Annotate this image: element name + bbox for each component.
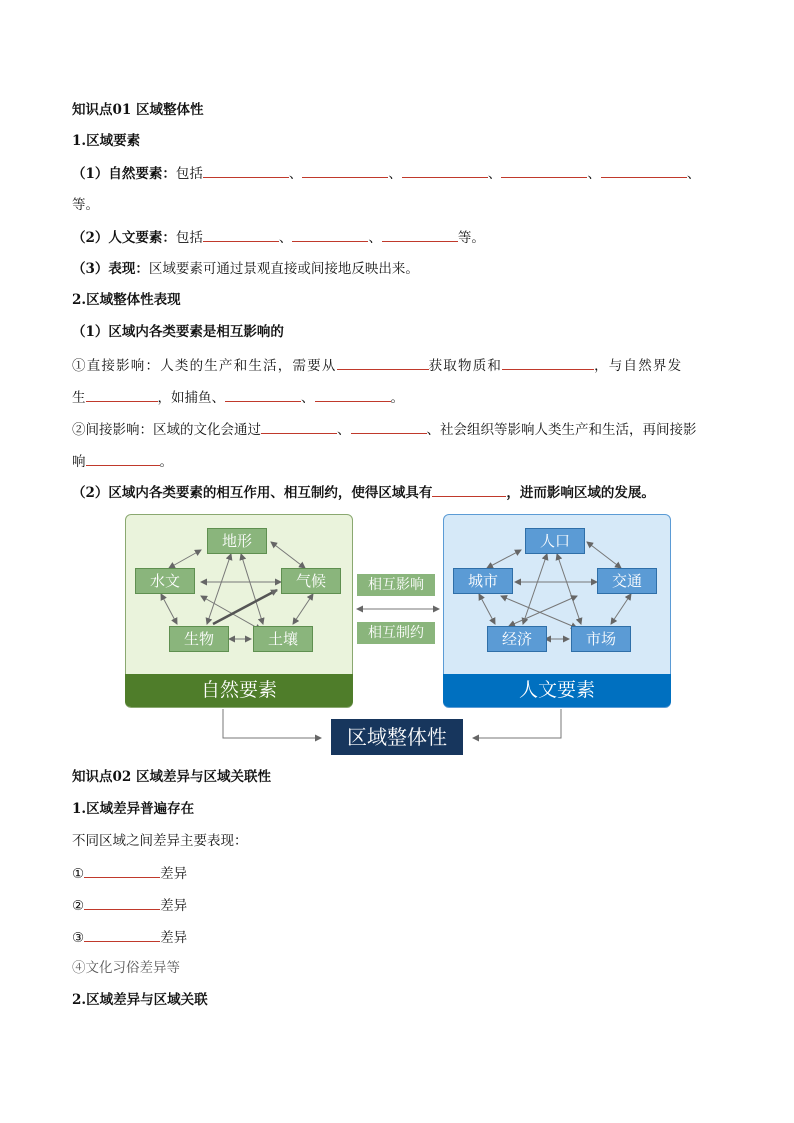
human-elements-end: 等。 xyxy=(457,230,485,246)
integrity-sub1: （1）区域内各类要素是相互影响的 xyxy=(72,324,284,340)
node-soil: 土壤 xyxy=(253,626,313,652)
difference-word: 差异 xyxy=(160,898,188,914)
answer-blank[interactable] xyxy=(502,355,594,370)
node-hydrology: 水文 xyxy=(135,568,195,594)
answer-blank[interactable] xyxy=(84,863,160,878)
human-elements-title: 人文要素 xyxy=(443,674,671,707)
indirect-influence-line xyxy=(72,419,697,440)
difference-item-1 xyxy=(72,863,187,884)
direct-influence-line-2 xyxy=(72,387,404,408)
answer-blank[interactable] xyxy=(203,227,279,242)
integrity-sub2-text-a: （2）区域内各类要素的相互作用、相互制约，使得区域具有 xyxy=(72,485,433,501)
answer-blank[interactable] xyxy=(292,227,368,242)
answer-blank[interactable] xyxy=(315,387,391,402)
node-city: 城市 xyxy=(453,568,513,594)
answer-blank[interactable] xyxy=(351,419,427,434)
natural-elements-etc: 等。 xyxy=(72,197,99,213)
node-economy: 经济 xyxy=(487,626,547,652)
direct-text-a: ①直接影响：人类的生产和生活，需要从 xyxy=(72,358,337,374)
indirect-influence-line-2 xyxy=(72,451,173,472)
node-transport: 交通 xyxy=(597,568,657,594)
separator: 、 xyxy=(388,166,402,182)
direct-text-c: ，与自然界发 xyxy=(594,358,683,374)
answer-blank[interactable] xyxy=(86,451,160,466)
human-elements-label: （2）人文要素： xyxy=(72,230,176,246)
answer-blank[interactable] xyxy=(84,927,160,942)
mutual-influence-label: 相互影响 xyxy=(357,574,435,596)
node-population: 人口 xyxy=(525,528,585,554)
separator: 、 xyxy=(301,390,315,406)
answer-blank[interactable] xyxy=(84,895,160,910)
integrity-sub2 xyxy=(72,482,655,503)
answer-blank[interactable] xyxy=(601,163,687,178)
separator: 、 xyxy=(487,166,502,182)
regional-integrity-box: 区域整体性 xyxy=(331,719,463,755)
indirect-text-c: 、社会组织等影响人类生产和生活，再间接影 xyxy=(426,422,697,438)
subsection-title-linkage: 2.区域差异与区域关联 xyxy=(72,992,208,1008)
indirect-text-e: 。 xyxy=(159,454,173,470)
regional-integrity-diagram xyxy=(121,512,674,759)
indirect-text-d: 响 xyxy=(72,454,86,470)
mutual-restriction-label: 相互制约 xyxy=(357,622,435,644)
natural-elements-label: （1）自然要素： xyxy=(72,166,176,182)
separator: 、 xyxy=(337,422,351,438)
difference-word: 差异 xyxy=(160,930,188,946)
node-landform: 地形 xyxy=(207,528,267,554)
item-number: ③ xyxy=(72,930,85,946)
answer-blank[interactable] xyxy=(501,163,587,178)
subsection-title-integrity: 2.区域整体性表现 xyxy=(72,292,181,308)
direct-text-g: 。 xyxy=(390,390,404,406)
node-market: 市场 xyxy=(571,626,631,652)
separator: 、 xyxy=(587,166,601,182)
difference-word: 差异 xyxy=(160,866,188,882)
natural-elements-line xyxy=(72,163,700,184)
answer-blank[interactable] xyxy=(337,355,429,370)
natural-elements-title: 自然要素 xyxy=(125,674,353,707)
section-heading-kp2: 知识点02 区域差异与区域关联性 xyxy=(72,769,271,785)
answer-blank[interactable] xyxy=(402,163,488,178)
direct-text-d: 生 xyxy=(72,390,86,406)
separator: 、 xyxy=(278,230,293,246)
item-number: ① xyxy=(72,866,85,882)
answer-blank[interactable] xyxy=(203,163,289,178)
difference-item-3 xyxy=(72,927,187,948)
answer-blank[interactable] xyxy=(86,387,158,402)
answer-blank[interactable] xyxy=(261,419,337,434)
direct-influence-line xyxy=(72,355,682,376)
difference-item-4: ④文化习俗差异等 xyxy=(72,960,180,976)
node-climate: 气候 xyxy=(281,568,341,594)
indirect-text-a: ②间接影响：区域的文化会通过 xyxy=(72,422,261,438)
subsection-title-region-elements: 1.区域要素 xyxy=(72,133,141,149)
difference-item-2 xyxy=(72,895,187,916)
separator: 、 xyxy=(288,166,303,182)
answer-blank[interactable] xyxy=(225,387,301,402)
item-number: ② xyxy=(72,898,85,914)
human-elements-text: 包括 xyxy=(175,230,203,246)
manifestation-line xyxy=(72,259,419,279)
direct-text-e: ，如捕鱼、 xyxy=(157,390,225,406)
human-elements-line xyxy=(72,227,485,248)
differences-intro: 不同区域之间差异主要表现： xyxy=(72,833,248,849)
subsection-title-differences: 1.区域差异普遍存在 xyxy=(72,801,195,817)
separator: 、 xyxy=(686,166,701,182)
section-heading-kp1: 知识点01 区域整体性 xyxy=(72,102,204,118)
separator: 、 xyxy=(368,230,382,246)
manifestation-label: （3）表现： xyxy=(72,261,149,277)
answer-blank[interactable] xyxy=(302,163,388,178)
integrity-sub2-text-b: ，进而影响区域的发展。 xyxy=(506,485,655,501)
node-biology: 生物 xyxy=(169,626,229,652)
manifestation-text: 区域要素可通过景观直接或间接地反映出来。 xyxy=(148,261,419,277)
direct-text-b: 获取物质和 xyxy=(428,358,503,374)
natural-elements-text: 包括 xyxy=(175,166,203,182)
answer-blank[interactable] xyxy=(432,482,506,497)
answer-blank[interactable] xyxy=(382,227,458,242)
